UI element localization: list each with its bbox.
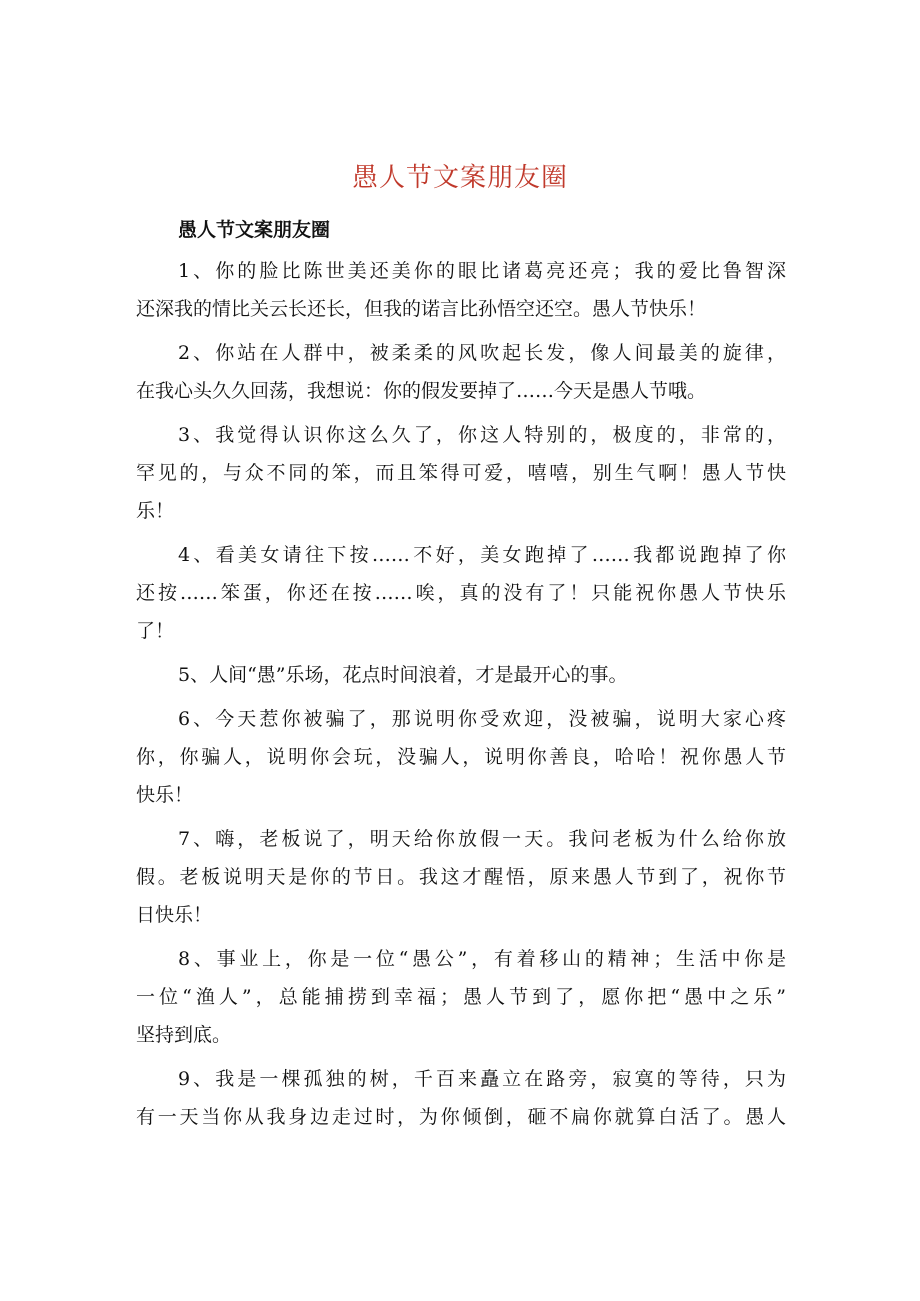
paragraph-line: 还深我的情比关云长还长，但我的诺言比孙悟空还空。愚人节快乐！ bbox=[136, 298, 707, 320]
paragraph-line: 4、看美女请往下按……不好，美女跑掉了……我都说跑掉了你 bbox=[178, 544, 786, 566]
paragraph-line: 3、我觉得认识你这么久了，你这人特别的，极度的，非常的， bbox=[178, 424, 786, 446]
paragraph-line: 6、今天惹你被骗了，那说明你受欢迎，没被骗，说明大家心疼 bbox=[178, 708, 786, 730]
paragraph-line: 8、事业上，你是一位“愚公”，有着移山的精神；生活中你是 bbox=[178, 948, 786, 970]
document-body bbox=[136, 214, 786, 1136]
paragraph-2 bbox=[136, 328, 786, 410]
paragraph-line: 在我心头久久回荡，我想说：你的假发要掉了……今天是愚人节哦。 bbox=[136, 380, 707, 402]
paragraph-line: 了！ bbox=[136, 620, 175, 642]
paragraph-6 bbox=[136, 694, 786, 814]
paragraph-line: 坚持到底。 bbox=[136, 1024, 232, 1046]
paragraph-line: 还按……笨蛋，你还在按……唉，真的没有了！只能祝你愚人节快乐 bbox=[136, 582, 786, 604]
paragraph-line: 你，你骗人，说明你会玩，没骗人，说明你善良，哈哈！祝你愚人节 bbox=[136, 746, 786, 768]
paragraph-line: 1、你的脸比陈世美还美你的眼比诸葛亮还亮；我的爱比鲁智深 bbox=[178, 260, 786, 282]
paragraph-line: 5、人间“愚”乐场，花点时间浪着，才是最开心的事。 bbox=[178, 664, 628, 686]
paragraph-3 bbox=[136, 410, 786, 530]
paragraph-1 bbox=[136, 246, 786, 328]
paragraph-line: 一位“渔人”，总能捕捞到幸福；愚人节到了，愿你把“愚中之乐” bbox=[136, 986, 786, 1008]
paragraph-line: 有一天当你从我身边走过时，为你倾倒，砸不扁你就算白活了。愚人 bbox=[136, 1106, 786, 1128]
paragraph-8 bbox=[136, 934, 786, 1054]
page-title: 愚人节文案朋友圈 bbox=[351, 163, 568, 193]
paragraph-line: 快乐！ bbox=[136, 784, 194, 806]
paragraph-9 bbox=[136, 1054, 786, 1136]
paragraph-4 bbox=[136, 530, 786, 650]
section-heading: 愚人节文案朋友圈 bbox=[178, 219, 331, 241]
paragraph-line: 假。老板说明天是你的节日。我这才醒悟，原来愚人节到了，祝你节 bbox=[136, 866, 786, 888]
paragraph-5 bbox=[136, 650, 786, 694]
paragraph-line: 2、你站在人群中，被柔柔的风吹起长发，像人间最美的旋律， bbox=[178, 342, 786, 364]
paragraph-7 bbox=[136, 814, 786, 934]
paragraph-line: 7、嗨，老板说了，明天给你放假一天。我问老板为什么给你放 bbox=[178, 828, 786, 850]
paragraph-line: 罕见的，与众不同的笨，而且笨得可爱，嘻嘻，别生气啊！愚人节快 bbox=[136, 462, 786, 484]
paragraph-line: 乐！ bbox=[136, 500, 175, 522]
paragraph-line: 9、我是一棵孤独的树，千百来矗立在路旁，寂寞的等待，只为 bbox=[178, 1068, 786, 1090]
paragraph-line: 日快乐！ bbox=[136, 904, 213, 926]
